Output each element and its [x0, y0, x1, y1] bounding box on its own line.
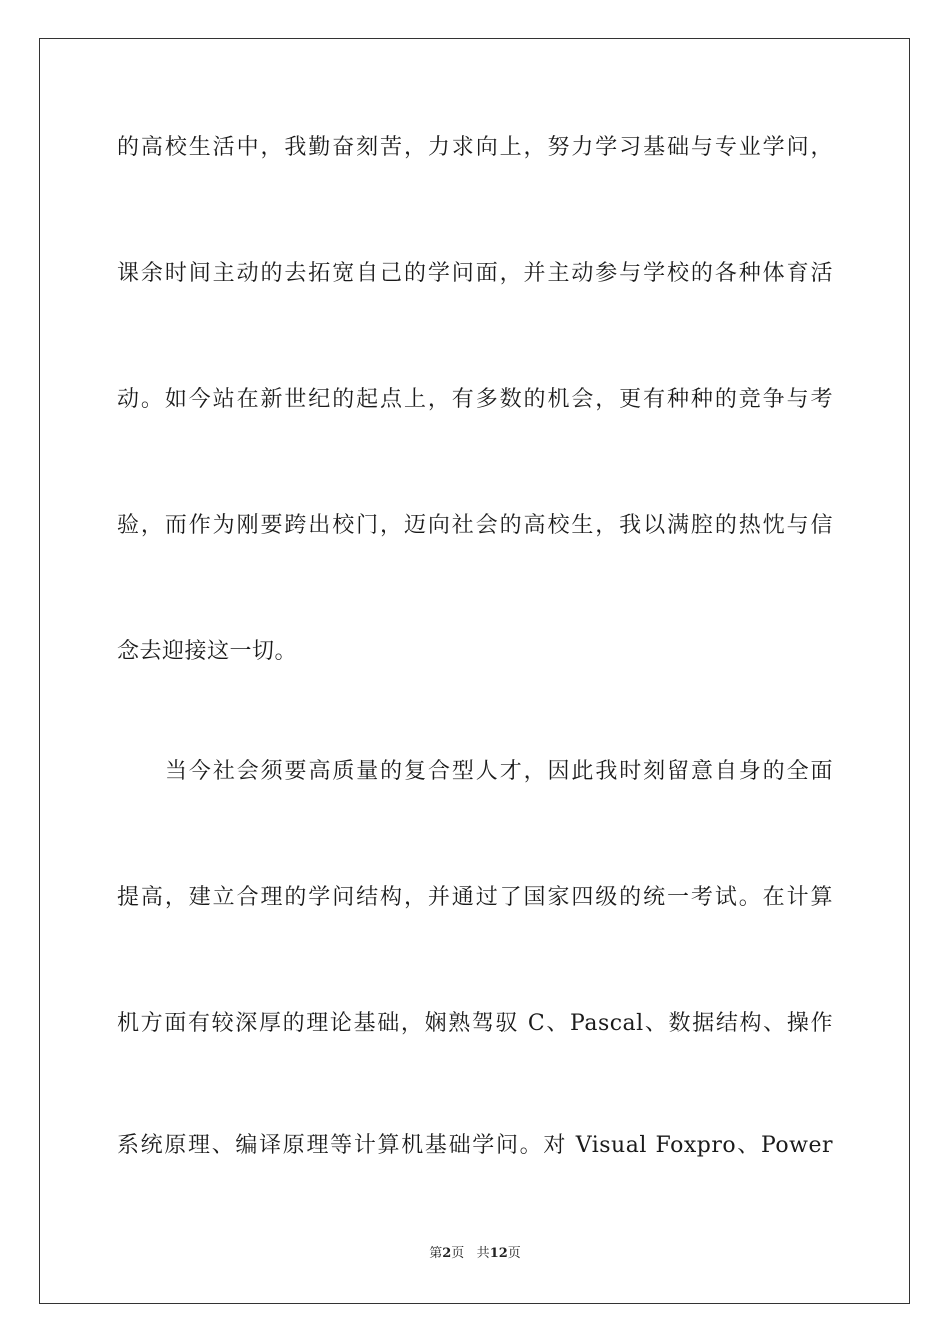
page-suffix: 页 — [451, 1246, 465, 1261]
paragraph-first-line: 当今社会须要高质量的复合型人才，因此我时刻留意自身的全面 — [165, 759, 833, 784]
text-line: 念去迎接这一切。 — [117, 639, 298, 664]
total-suffix: 页 — [507, 1246, 521, 1261]
total-pages: 12 — [489, 1246, 508, 1261]
total-prefix: 共 — [476, 1246, 490, 1261]
text-line: 系统原理、编译原理等计算机基础学问。对 Visual Foxpro、Power — [117, 1133, 833, 1158]
page-border — [39, 38, 910, 1304]
text-line: 的高校生活中，我勤奋刻苦，力求向上，努力学习基础与专业学问， — [117, 135, 833, 160]
text-line: 验，而作为刚要跨出校门，迈向社会的高校生，我以满腔的热忱与信 — [117, 513, 833, 538]
text-line: 动。如今站在新世纪的起点上，有多数的机会，更有种种的竞争与考 — [117, 387, 833, 412]
text-line: 提高，建立合理的学问结构，并通过了国家四级的统一考试。在计算 — [117, 885, 833, 910]
page-footer — [0, 1244, 950, 1264]
page-prefix: 第 — [429, 1246, 443, 1261]
text-line: 机方面有较深厚的理论基础，娴熟驾驭 C、Pascal、数据结构、操作 — [117, 1011, 833, 1036]
page-number: 2 — [442, 1246, 452, 1261]
text-line: 课余时间主动的去拓宽自己的学问面，并主动参与学校的各种体育活 — [117, 261, 833, 286]
